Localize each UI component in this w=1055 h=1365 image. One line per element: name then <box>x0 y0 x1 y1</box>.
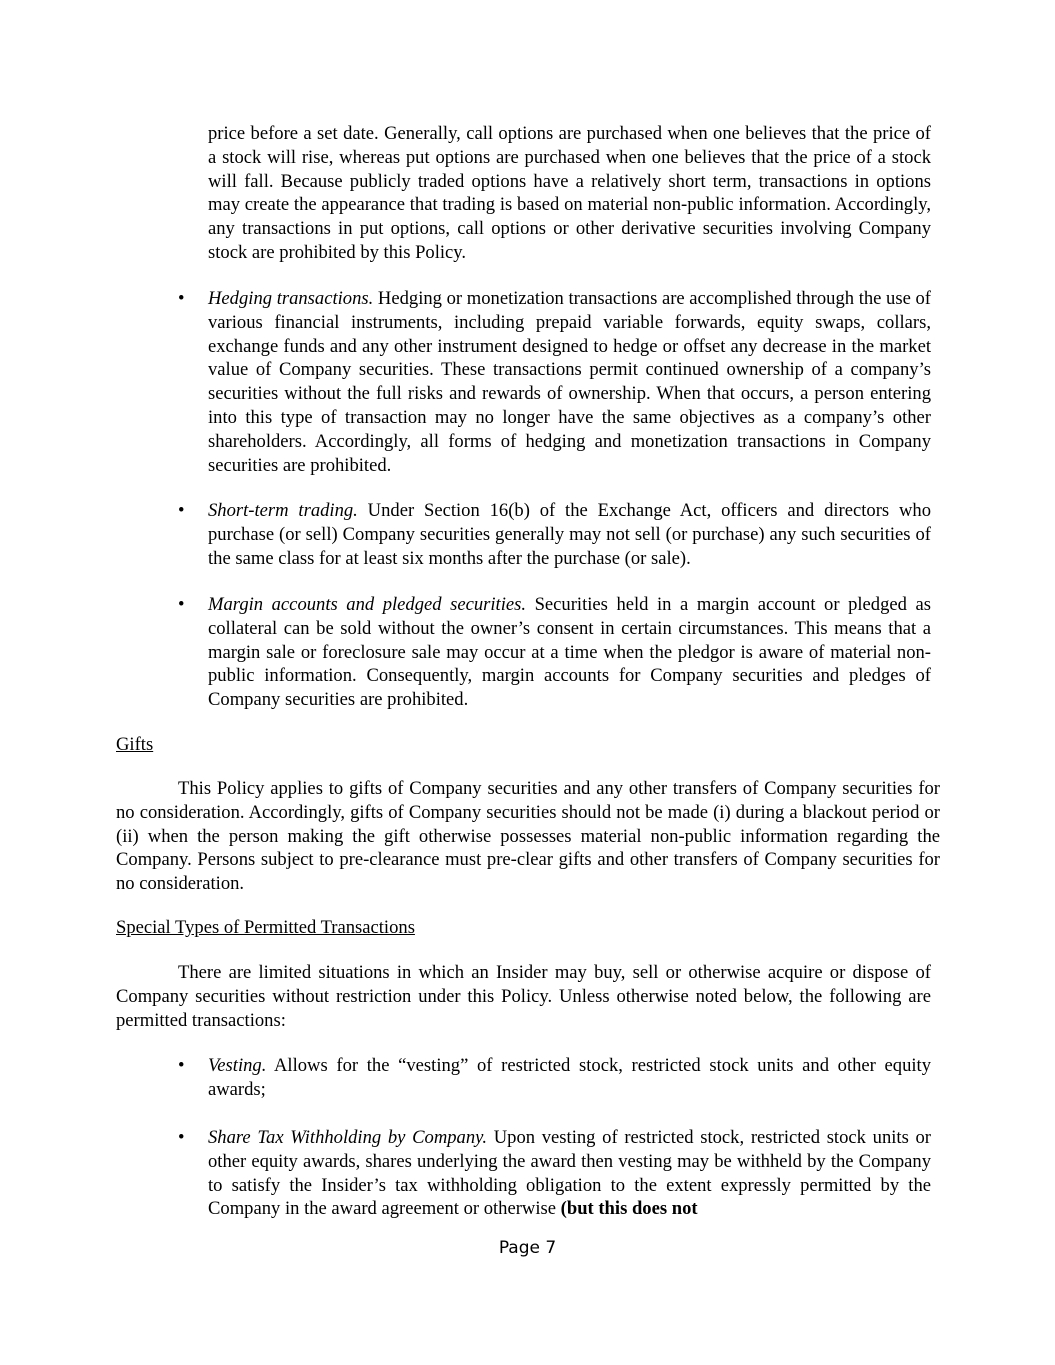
permitted-transactions-paragraph: There are limited situations in which an Insider may buy, sell or otherwise acquire or dispose of Company securities without restriction under this Policy. Unless otherwise noted below, the following are permitted transactions: <box>116 962 931 1031</box>
bullet-short-term-trading <box>178 499 931 570</box>
bullet-body: Under Section 16(b) of the Exchange Act, officers and directors who purchase (or sell) Company securities generally may not sell (or purchase) any such securities of the same class for at least six months after the purchase (or sale). <box>208 500 931 569</box>
bullet-lead: Margin accounts and pledged securities. <box>208 594 527 615</box>
bullet-dot-icon: • <box>178 1127 185 1148</box>
bullet-lead: Short-term trading. <box>208 500 358 521</box>
bullet-body: Hedging or monetization transactions are accomplished through the use of various financial instruments, including prepaid variable forwards, equity swaps, collars, exchange funds and any other instrument designed to hedge or offset any decrease in the market value of Company securities. These transactions permit continued ownership of a company’s securities without the full risks and rewards of ownership. When that occurs, a person entering into this type of transaction may no longer have the same objectives as a company’s other shareholders. Accordingly, all forms of hedging and monetization transactions in Company securities are prohibited. <box>208 288 931 476</box>
bullet-dot-icon: • <box>178 1055 185 1076</box>
bullet-hedging-transactions <box>178 287 931 477</box>
bullet-dot-icon: • <box>178 288 185 309</box>
bullet-lead: Share Tax Withholding by Company. <box>208 1127 488 1148</box>
page-number: Page 7 <box>498 1238 557 1258</box>
bullet-lead: Vesting. <box>208 1055 267 1076</box>
bullet-share-tax-withholding <box>178 1126 931 1221</box>
gifts-heading: Gifts <box>116 734 154 755</box>
bullet-dot-icon: • <box>178 500 185 521</box>
bullet-vesting <box>178 1054 931 1102</box>
bullet-body: Allows for the “vesting” of restricted stock, restricted stock units and other equity awards; <box>208 1055 931 1100</box>
bullet-emphasis: (but this does not <box>560 1198 698 1220</box>
gifts-paragraph: This Policy applies to gifts of Company securities and any other transfers of Company securities for no consideration. Accordingly, gifts of Company securities should not be made (i) during a blackout period or (ii) when the person making the gift otherwise possesses material non-public information regarding the Company. Persons subject to pre-clearance must pre-clear gifts and other transfers of Company securities for no consideration. <box>116 778 940 895</box>
bullet-body: Securities held in a margin account or pledged as collateral can be sold without the owner’s consent in certain circumstances. This means that a margin sale or foreclosure sale may occur at a time when the pledgor is aware of material non-public information. Consequently, margin accounts for Company securities and pledges of Company securities are prohibited. <box>208 594 931 711</box>
bullet-margin-accounts <box>178 593 931 712</box>
bullet-lead: Hedging transactions. <box>208 288 374 309</box>
permitted-transactions-heading: Special Types of Permitted Transactions <box>116 917 415 938</box>
bullet-dot-icon: • <box>178 594 185 615</box>
options-continuation-paragraph: price before a set date. Generally, call options are purchased when one believes that the price of a stock will rise, whereas put options are purchased when one believes that the price of a stock will fall. Because publicly traded options have a relatively short term, transactions in options may create the appearance that trading is based on material non-public information. Accordingly, any transactions in put options, call options or other derivative securities involving Company stock are prohibited by this Policy. <box>208 123 931 263</box>
bullet-body: Upon vesting of restricted stock, restricted stock units or other equity awards, shares underlying the award then vesting may be withheld by the Company to satisfy the Insider’s tax withholding obligation to the extent expressly permitted by the Company in the award agreement or otherwise <box>208 1127 931 1220</box>
